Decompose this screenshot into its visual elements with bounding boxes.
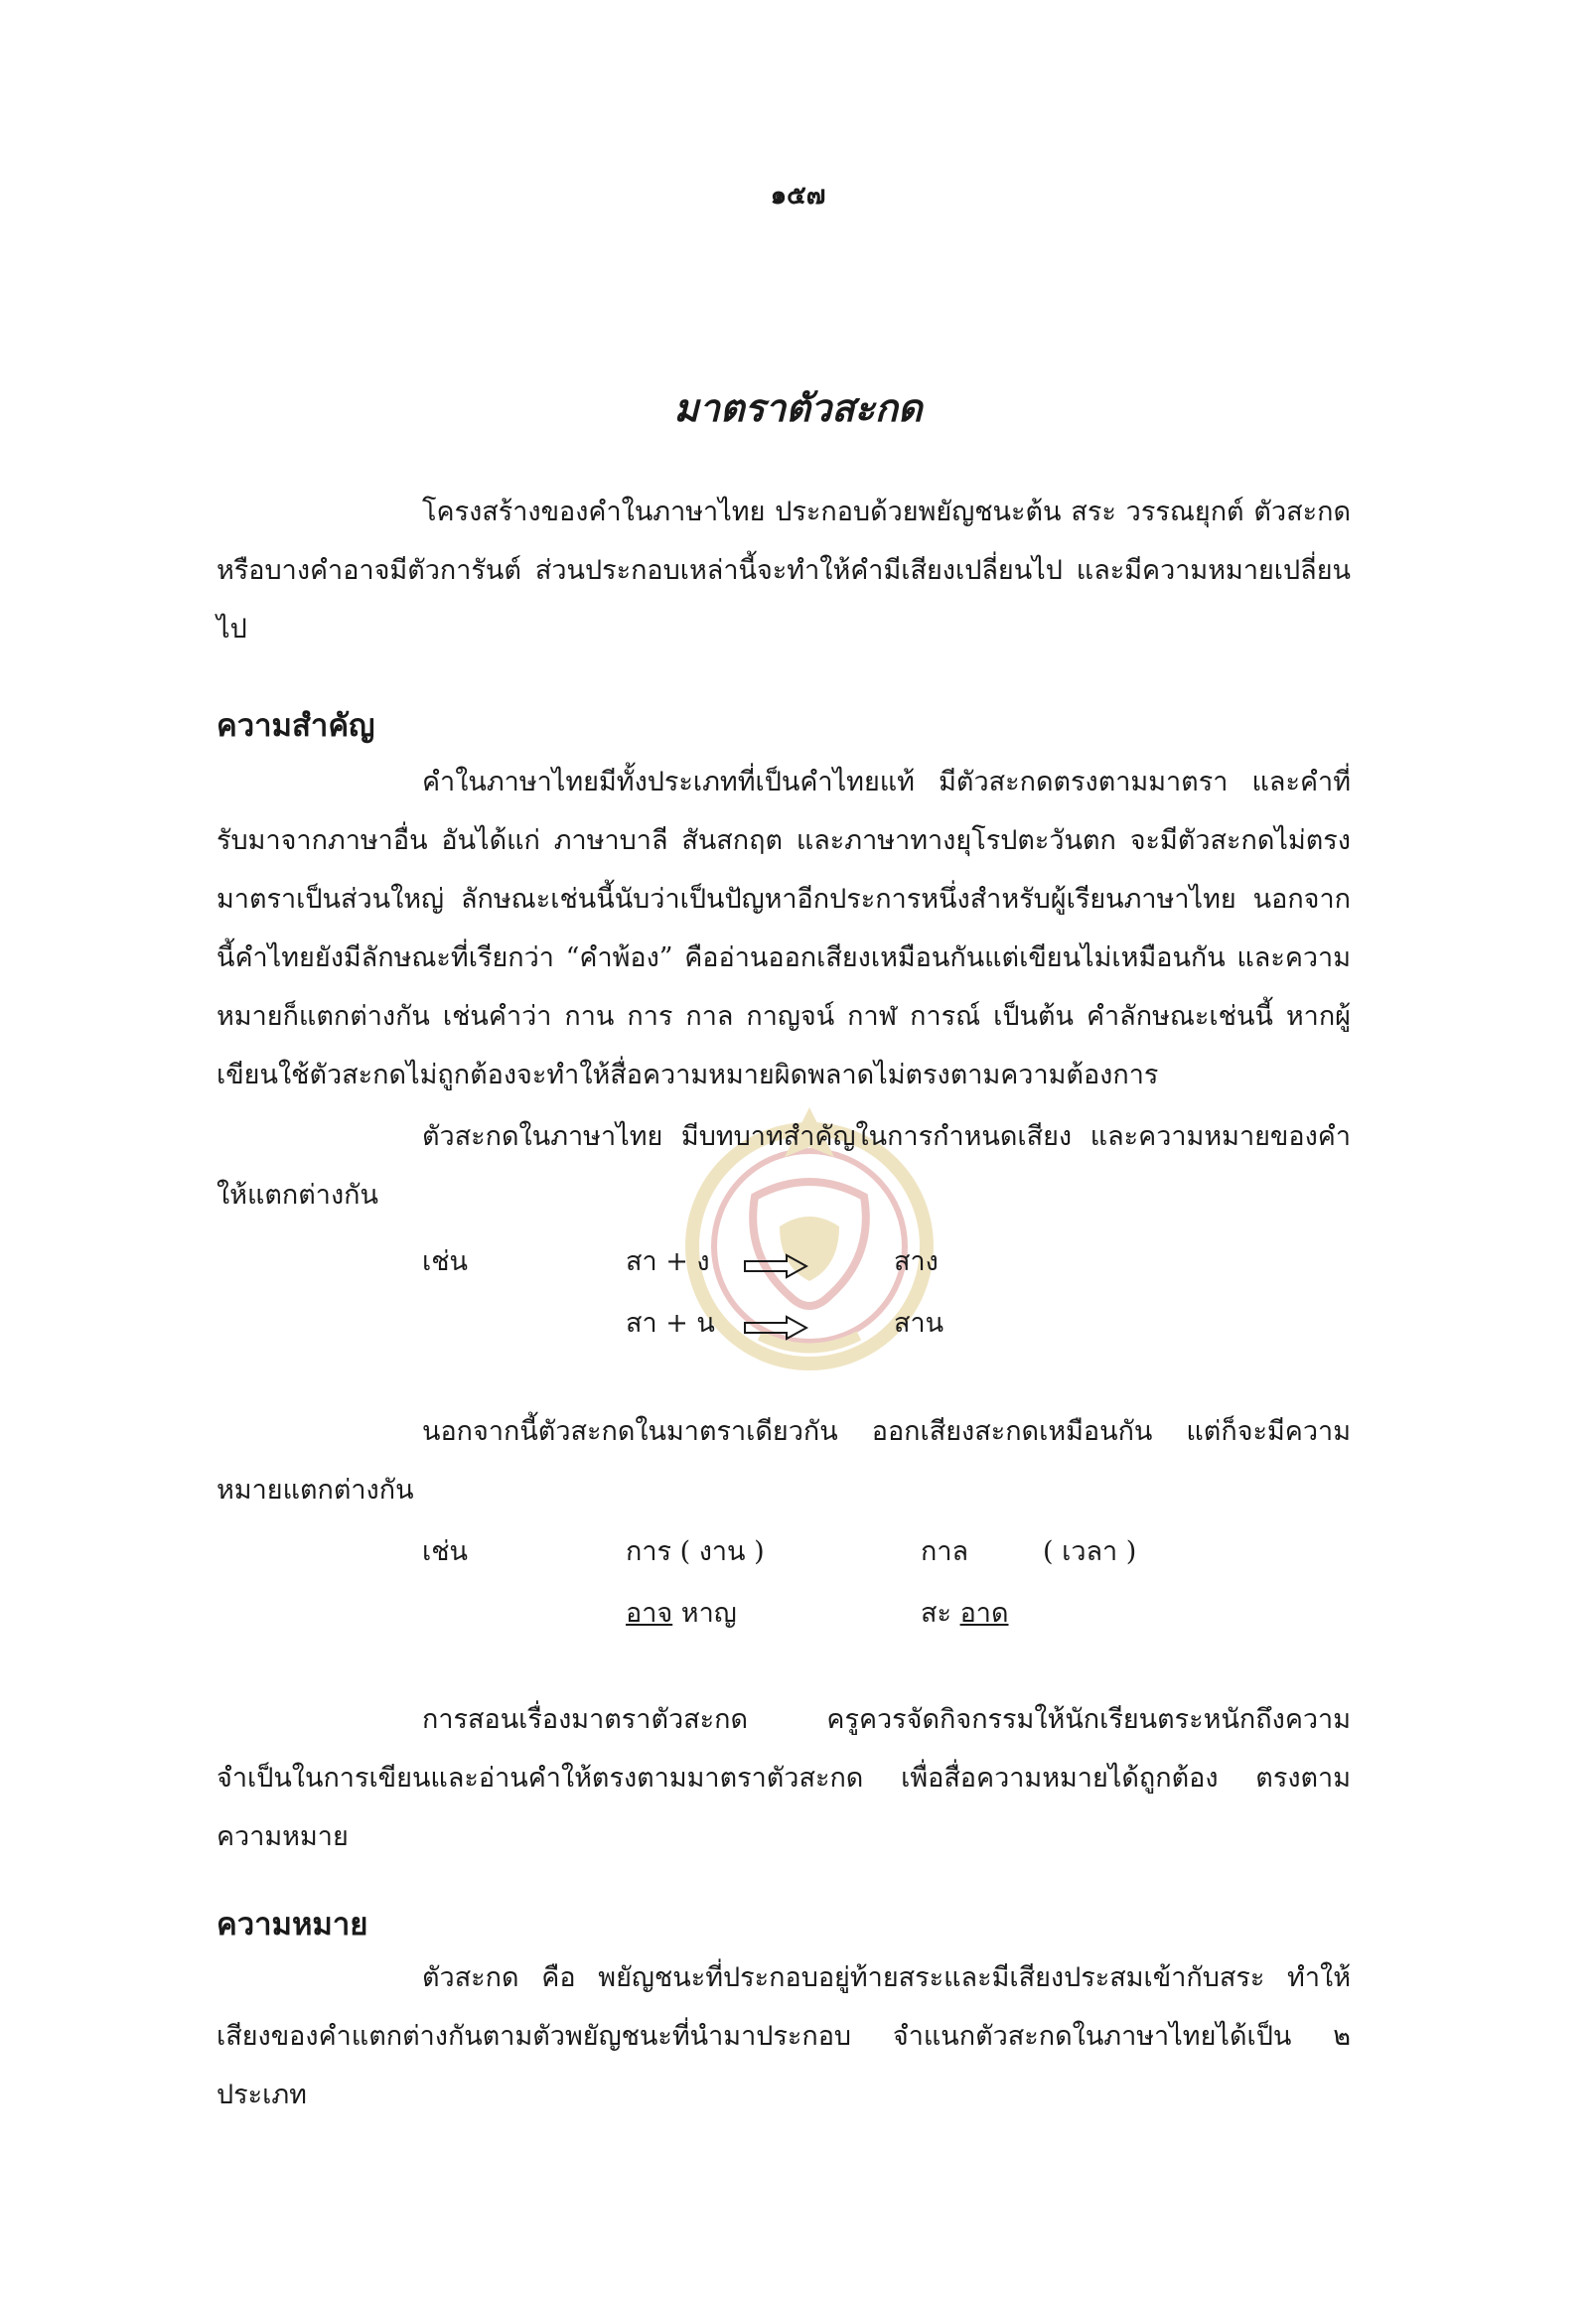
example-label: เช่น	[422, 1246, 469, 1277]
intro-paragraph: โครงสร้างของคำในภาษาไทย ประกอบด้วยพยัญชนะต้น สระ วรรณยุกต์ ตัวสะกด หรือบางคำอาจมีตัวการันต์ ส่วนประกอบเหล่านี้จะทำให้คำมีเสียงเปลี่ยนไป และมีความหมายเปลี่ยนไป	[217, 497, 1351, 645]
example-2-row-1-right-meaning: ( เวลา )	[1043, 1536, 1137, 1567]
example-2-label: เช่น	[422, 1536, 469, 1567]
arrow-right-icon	[743, 1315, 808, 1341]
importance-paragraph-2: ตัวสะกดในภาษาไทย มีบทบาทสำคัญในการกำหนดเสียง และความหมายของคำให้แตกต่างกัน	[217, 1121, 1351, 1211]
example-2-row-1-left: การ ( งาน )	[626, 1536, 765, 1567]
example-2-row-2-right: สะ อาด	[921, 1598, 1009, 1629]
page-title: มาตราตัวสะกด	[673, 385, 923, 430]
page-number: ๑๕๗	[770, 181, 826, 211]
example-2-row-1-right-word: กาล	[921, 1536, 969, 1567]
arrow-right-icon	[743, 1253, 808, 1279]
example-2-row-2-left: อาจ หาญ	[626, 1598, 737, 1629]
meaning-heading: ความหมาย	[217, 1907, 368, 1943]
importance-paragraph-4: การสอนเรื่องมาตราตัวสะกด ครูควรจัดกิจกรรมให้นักเรียนตระหนักถึงความจำเป็นในการเขียนและอ่านคำให้ตรงตามมาตราตัวสะกด เพื่อสื่อความหมายได้ถูกต้อง ตรงตามความหมาย	[217, 1704, 1351, 1852]
importance-heading: ความสำคัญ	[217, 708, 375, 744]
example-row-2-left: สา + น	[626, 1308, 715, 1339]
meaning-paragraph-1: ตัวสะกด คือ พยัญชนะที่ประกอบอยู่ท้ายสระและมีเสียงประสมเข้ากับสระ ทำให้เสียงของคำแตกต่างกันตามตัวพยัญชนะที่นำมาประกอบ จำแนกตัวสะกดในภาษาไทยได้เป็น ๒ ประเภท	[217, 1962, 1351, 2110]
example-row-1-left: สา + ง	[626, 1246, 710, 1277]
underlined-word: อาด	[959, 1598, 1009, 1629]
importance-paragraph-1: คำในภาษาไทยมีทั้งประเภทที่เป็นคำไทยแท้ มีตัวสะกดตรงตามมาตรา และคำที่รับมาจากภาษาอื่น อันได้แก่ ภาษาบาลี สันสกฤต และภาษาทางยุโรปตะวันตก จะมีตัวสะกดไม่ตรงมาตราเป็นส่วนใหญ่ ลักษณะเช่นนี้นับว่าเป็นปัญหาอีกประการหนึ่งสำหรับผู้เรียนภาษาไทย นอกจากนี้คำไทยยังมีลักษณะที่เรียกว่า “คำพ้อง” คืออ่านออกเสียงเหมือนกันแต่เขียนไม่เหมือนกัน และความหมายก็แตกต่างกัน เช่นคำว่า กาน การ กาล กาญจน์ กาฬ การณ์ เป็นต้น คำลักษณะเช่นนี้ หากผู้เขียนใช้ตัวสะกดไม่ถูกต้องจะทำให้สื่อความหมายผิดพลาดไม่ตรงตามความต้องการ	[217, 767, 1351, 1090]
example-row-1-right: สาง	[894, 1246, 939, 1277]
underlined-word: อาจ	[626, 1598, 673, 1629]
importance-paragraph-3: นอกจากนี้ตัวสะกดในมาตราเดียวกัน ออกเสียงสะกดเหมือนกัน แต่ก็จะมีความหมายแตกต่างกัน	[217, 1416, 1351, 1506]
example-row-2-right: สาน	[894, 1308, 944, 1339]
